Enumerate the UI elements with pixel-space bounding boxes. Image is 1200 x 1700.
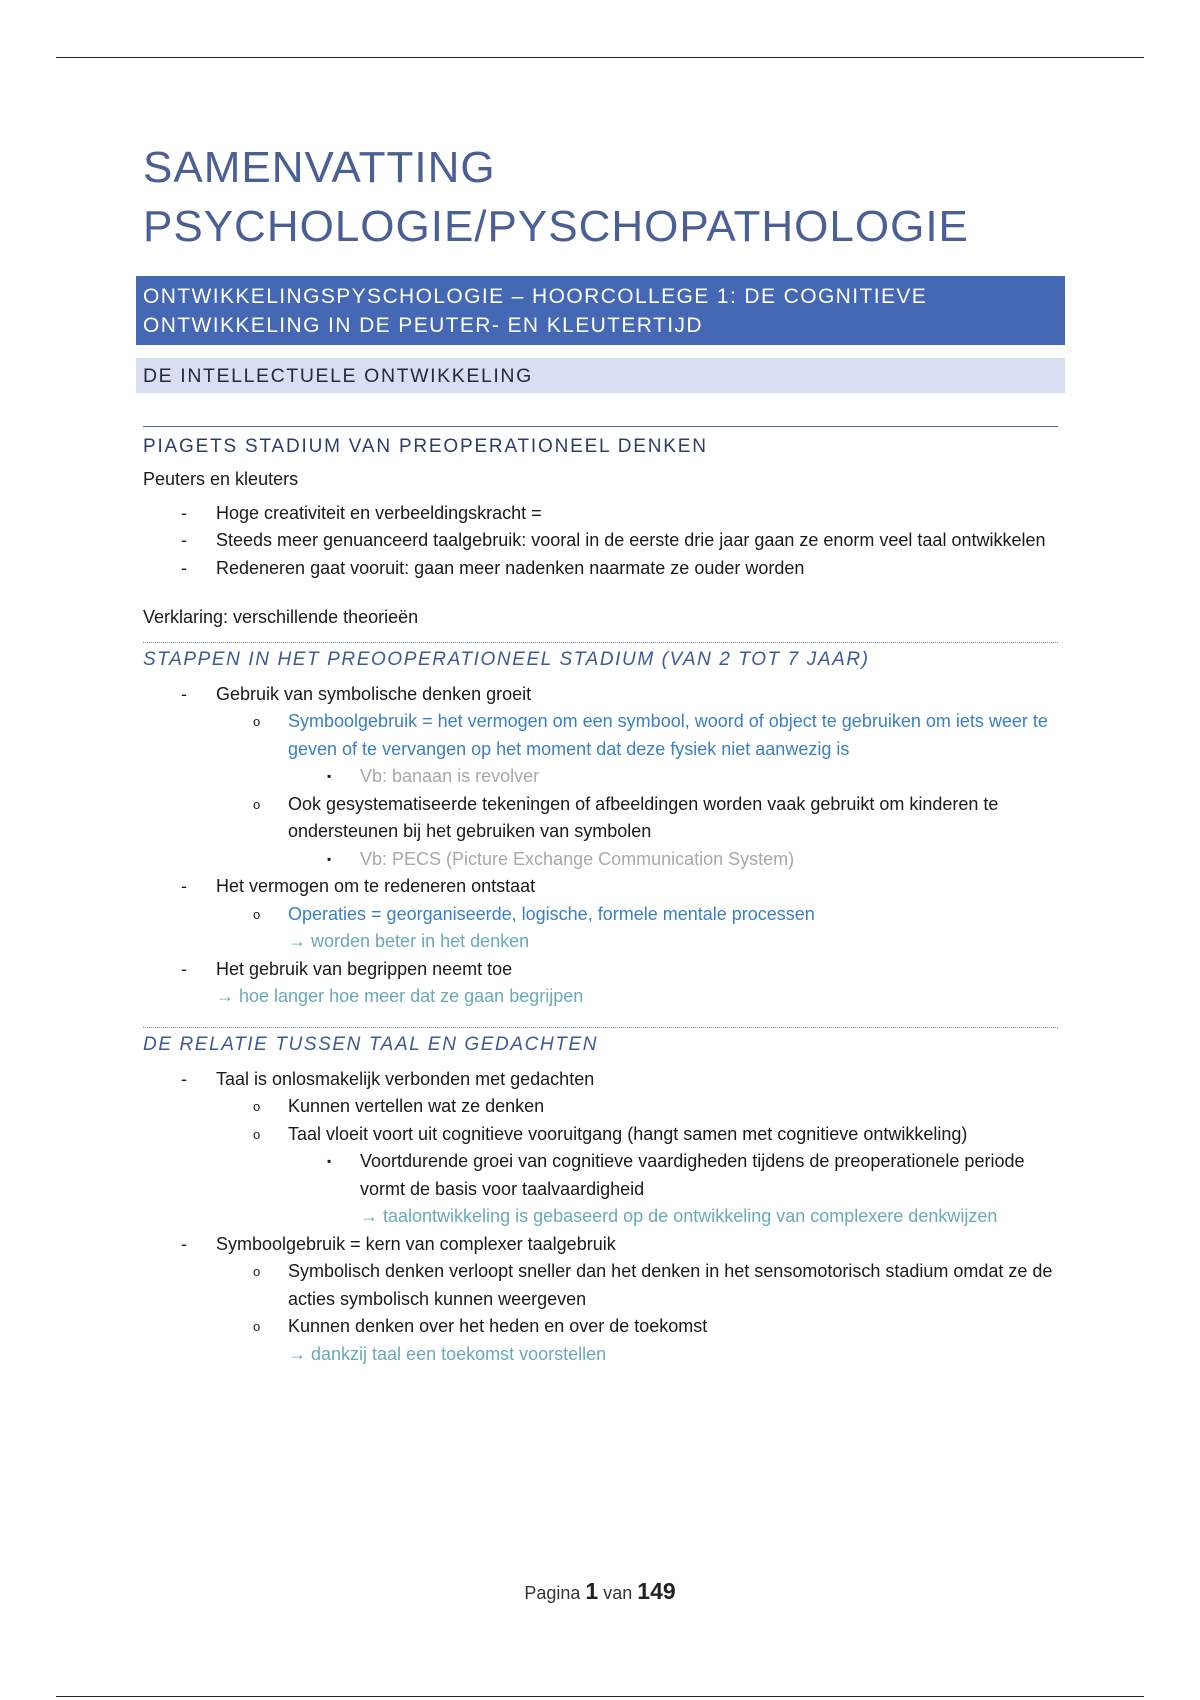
section-heading-stappen: STAPPEN IN HET PREOOPERATIONEEL STADIUM (VAN 2 TOT 7 JAAR) xyxy=(143,642,1058,673)
section-heading-piaget: PIAGETS STADIUM VAN PREOPERATIONEEL DENKEN xyxy=(143,426,1058,460)
list-item: o Ook gesystematiseerde tekeningen of afbeeldingen worden vaak gebruikt om kinderen te ondersteunen bij het gebruiken van symbolen xyxy=(253,793,999,841)
list-item: - Het gebruik van begrippen neemt toe → hoe langer hoe meer dat ze gaan begrijpen xyxy=(143,956,1058,1011)
bullet-list xyxy=(143,500,1058,583)
list-item: - Symboolgebruik = kern van complexer taalgebruik xyxy=(181,1233,616,1254)
list-item: - Hoge creativiteit en verbeeldingskracht = xyxy=(143,500,1058,528)
footer-current-page: 1 xyxy=(585,1578,599,1604)
heading-1: ONTWIKKELINGSPYSCHOLOGIE – HOORCOLLEGE 1: DE COGNITIEVE ONTWIKKELING IN DE PEUTER- EN KLEUTERTIJD xyxy=(136,276,1065,345)
verklaring-text: Verklaring: verschillende theorieën xyxy=(143,607,419,627)
bullet-list xyxy=(143,1066,1058,1369)
arrow-note: → hoe langer hoe meer dat ze gaan begrijpen xyxy=(216,986,584,1006)
lead-text: Peuters en kleuters xyxy=(143,469,299,489)
bullet-list xyxy=(143,681,1058,1011)
list-item: - Gebruik van symbolische denken groeit xyxy=(181,683,532,704)
list-item: o Kunnen vertellen wat ze denken xyxy=(253,1096,545,1116)
bottom-rule xyxy=(56,1696,1144,1697)
list-item: - Steeds meer genuanceerd taalgebruik: vooral in de eerste drie jaar gaan ze enorm veel taal ontwikkelen xyxy=(143,527,1058,555)
arrow-note: → dankzij taal een toekomst voorstellen xyxy=(288,1343,607,1364)
footer-pagina-label: Pagina xyxy=(524,1583,581,1603)
document-page xyxy=(143,138,1058,1368)
arrow-note: → taalontwikkeling is gebaseerd op de ontwikkeling van complexere denkwijzen xyxy=(360,1206,998,1226)
list-item: o Taal vloeit voort uit cognitieve vooruitgang (hangt samen met cognitieve ontwikkeling) xyxy=(253,1123,968,1144)
list-item: o Kunnen denken over het heden en over de toekomst → dankzij taal een toekomst voorstellen xyxy=(143,1313,1058,1368)
list-item: o Symbolisch denken verloopt sneller dan het denken in het sensomotorisch stadium omdat ze de acties symbolisch kunnen weergeven xyxy=(253,1261,1053,1309)
dash-marker: - xyxy=(181,530,187,550)
page-footer xyxy=(0,1578,1200,1605)
footer-van-label: van xyxy=(603,1583,633,1603)
footer-total-pages: 149 xyxy=(637,1578,676,1604)
list-item: o Operaties = georganiseerde, logische, formele mentale processen → worden beter in het denken xyxy=(143,901,1058,956)
heading-2: DE INTELLECTUELE ONTWIKKELING xyxy=(136,358,1065,393)
dash-marker: - xyxy=(181,502,187,523)
document-title xyxy=(143,138,1058,256)
list-item: - Redeneren gaat vooruit: gaan meer nadenken naarmate ze ouder worden xyxy=(143,555,1058,583)
list-item: - Taal is onlosmakelijk verbonden met gedachten xyxy=(181,1068,595,1089)
dash-marker: - xyxy=(181,557,187,578)
title-line-2: PSYCHOLOGIE/PYSCHOPATHOLOGIE xyxy=(143,202,969,251)
list-item: ▪ Voortdurende groei van cognitieve vaardigheden tijdens de preoperationele periode vormt de basis voor taalvaardigheid → taalontwikkeling is gebaseerd op de ontwikkeling van complexere denkwijzen xyxy=(143,1148,1058,1231)
top-rule xyxy=(56,57,1144,58)
section-heading-relatie: DE RELATIE TUSSEN TAAL EN GEDACHTEN xyxy=(143,1027,1058,1058)
list-item: o Symboolgebruik = het vermogen om een symbool, woord of object te gebruiken om iets weer te geven of te vervangen op het moment dat deze fysiek niet aanwezig is xyxy=(253,711,1048,759)
title-line-1: SAMENVATTING xyxy=(143,143,496,192)
list-item: ▪ Vb: PECS (Picture Exchange Communication System) xyxy=(327,848,795,869)
list-item: - Het vermogen om te redeneren ontstaat xyxy=(181,876,536,896)
arrow-note: → worden beter in het denken xyxy=(288,931,530,951)
list-item: ▪ Vb: banaan is revolver xyxy=(327,766,540,786)
